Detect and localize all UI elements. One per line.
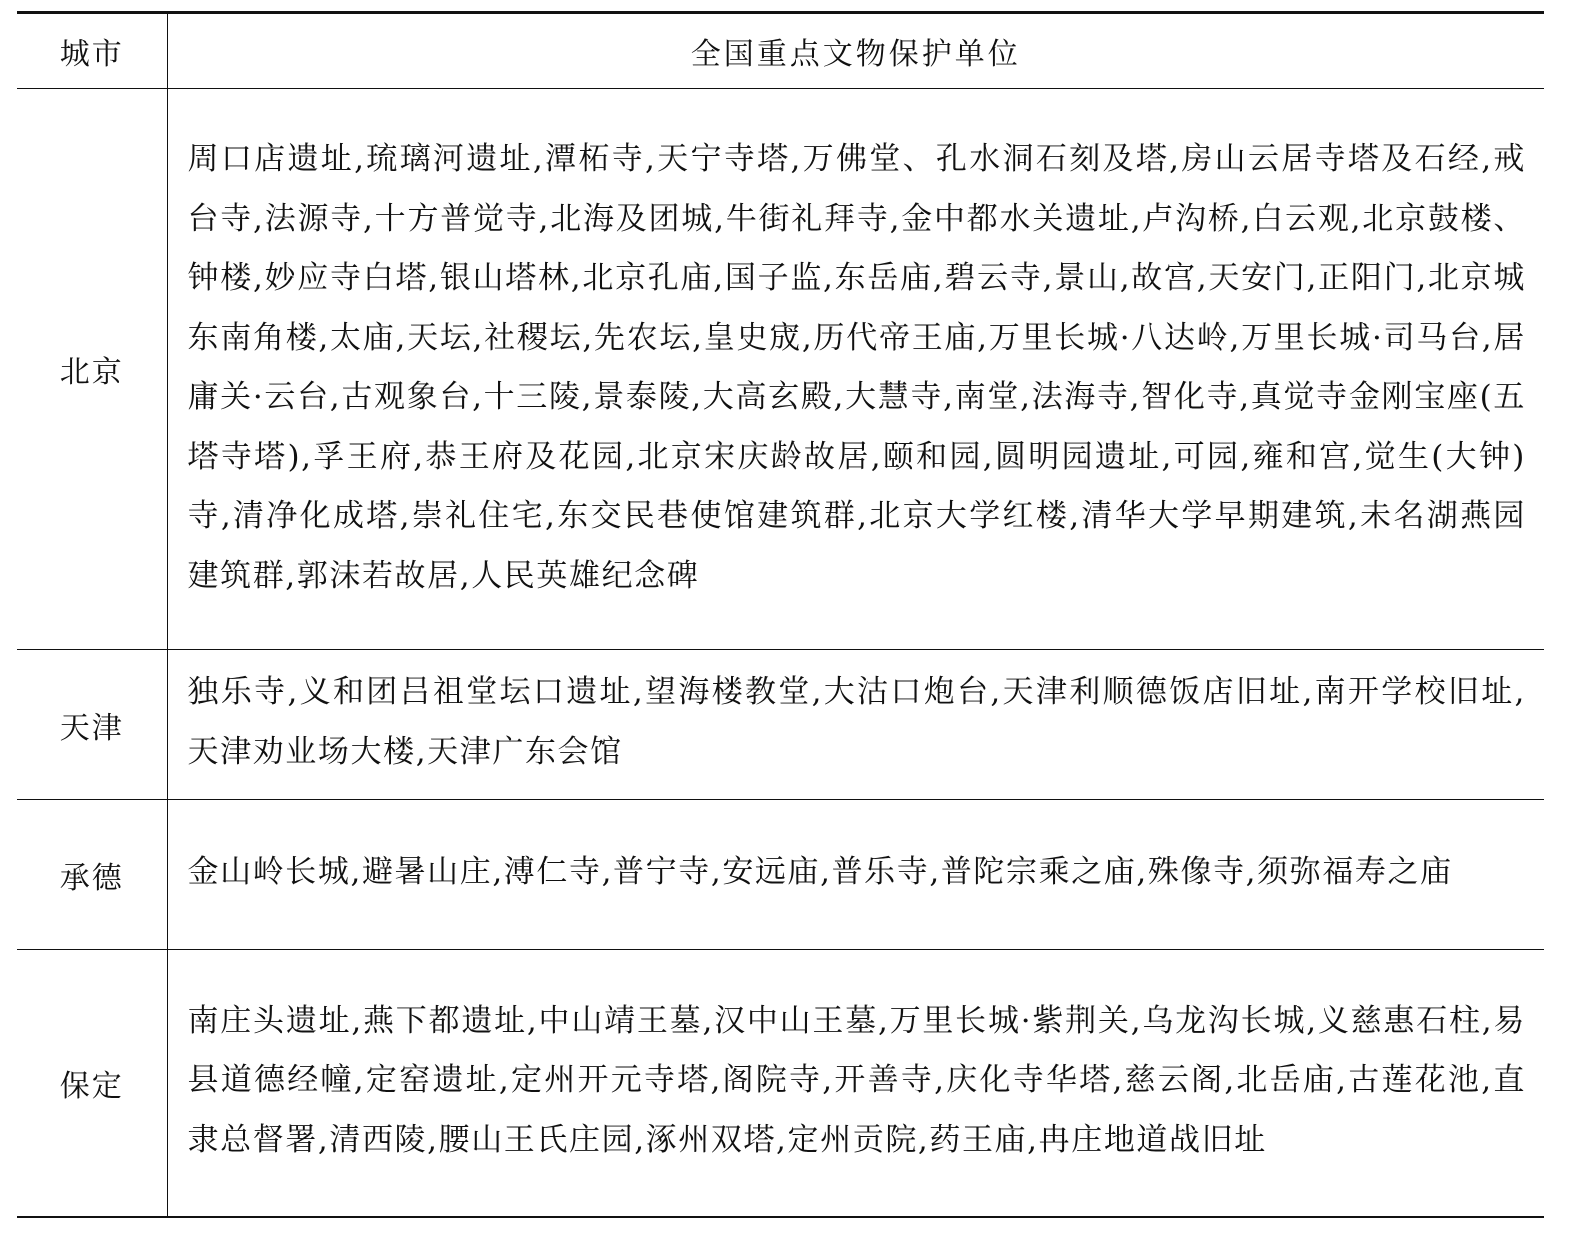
table-row [17,950,1544,1218]
sites-cell: 南庄头遗址,燕下都遗址,中山靖王墓,汉中山王墓,万里长城·紫荆关,乌龙沟长城,义慈惠石柱,易县道德经幢,定窑遗址,定州开元寺塔,阁院寺,开善寺,庆化寺华塔,慈云阁,北岳庙,古莲花池,直隶总督署,清西陵,腰山王氏庄园,涿州双塔,定州贡院,药王庙,冉庄地道战旧址 [187,1002,1526,1158]
city-cell: 保定 [17,950,167,1218]
heritage-sites-table [17,11,1544,1218]
table-row [17,800,1544,950]
city-cell: 北京 [17,89,167,650]
header-row [17,13,1544,89]
sites-cell: 独乐寺,义和团吕祖堂坛口遗址,望海楼教堂,大沽口炮台,天津利顺德饭店旧址,南开学校旧址,天津劝业场大楼,天津广东会馆 [187,674,1526,770]
table-row [17,89,1544,650]
city-cell: 承德 [17,800,167,950]
city-column-header: 城市 [17,13,167,89]
city-cell: 天津 [17,650,167,800]
sites-cell: 周口店遗址,琉璃河遗址,潭柘寺,天宁寺塔,万佛堂、孔水洞石刻及塔,房山云居寺塔及石经,戒台寺,法源寺,十方普觉寺,北海及团城,牛街礼拜寺,金中都水关遗址,卢沟桥,白云观,北京鼓楼、钟楼,妙应寺白塔,银山塔林,北京孔庙,国子监,东岳庙,碧云寺,景山,故宫,天安门,正阳门,北京城东南角楼,太庙,天坛,社稷坛,先农坛,皇史宬,历代帝王庙,万里长城·八达岭,万里长城·司马台,居庸关·云台,古观象台,十三陵,景泰陵,大高玄殿,大慧寺,南堂,法海寺,智化寺,真觉寺金刚宝座(五塔寺塔),孚王府,恭王府及花园,北京宋庆龄故居,颐和园,圆明园遗址,可园,雍和宫,觉生(大钟)寺,清净化成塔,崇礼住宅,东交民巷使馆建筑群,北京大学红楼,清华大学早期建筑,未名湖燕园建筑群,郭沫若故居,人民英雄纪念碑 [187,141,1526,594]
sites-column-header: 全国重点文物保护单位 [690,37,1021,72]
table-row [17,650,1544,800]
sites-cell: 金山岭长城,避暑山庄,溥仁寺,普宁寺,安远庙,普乐寺,普陀宗乘之庙,殊像寺,须弥福寿之庙 [187,853,1453,890]
